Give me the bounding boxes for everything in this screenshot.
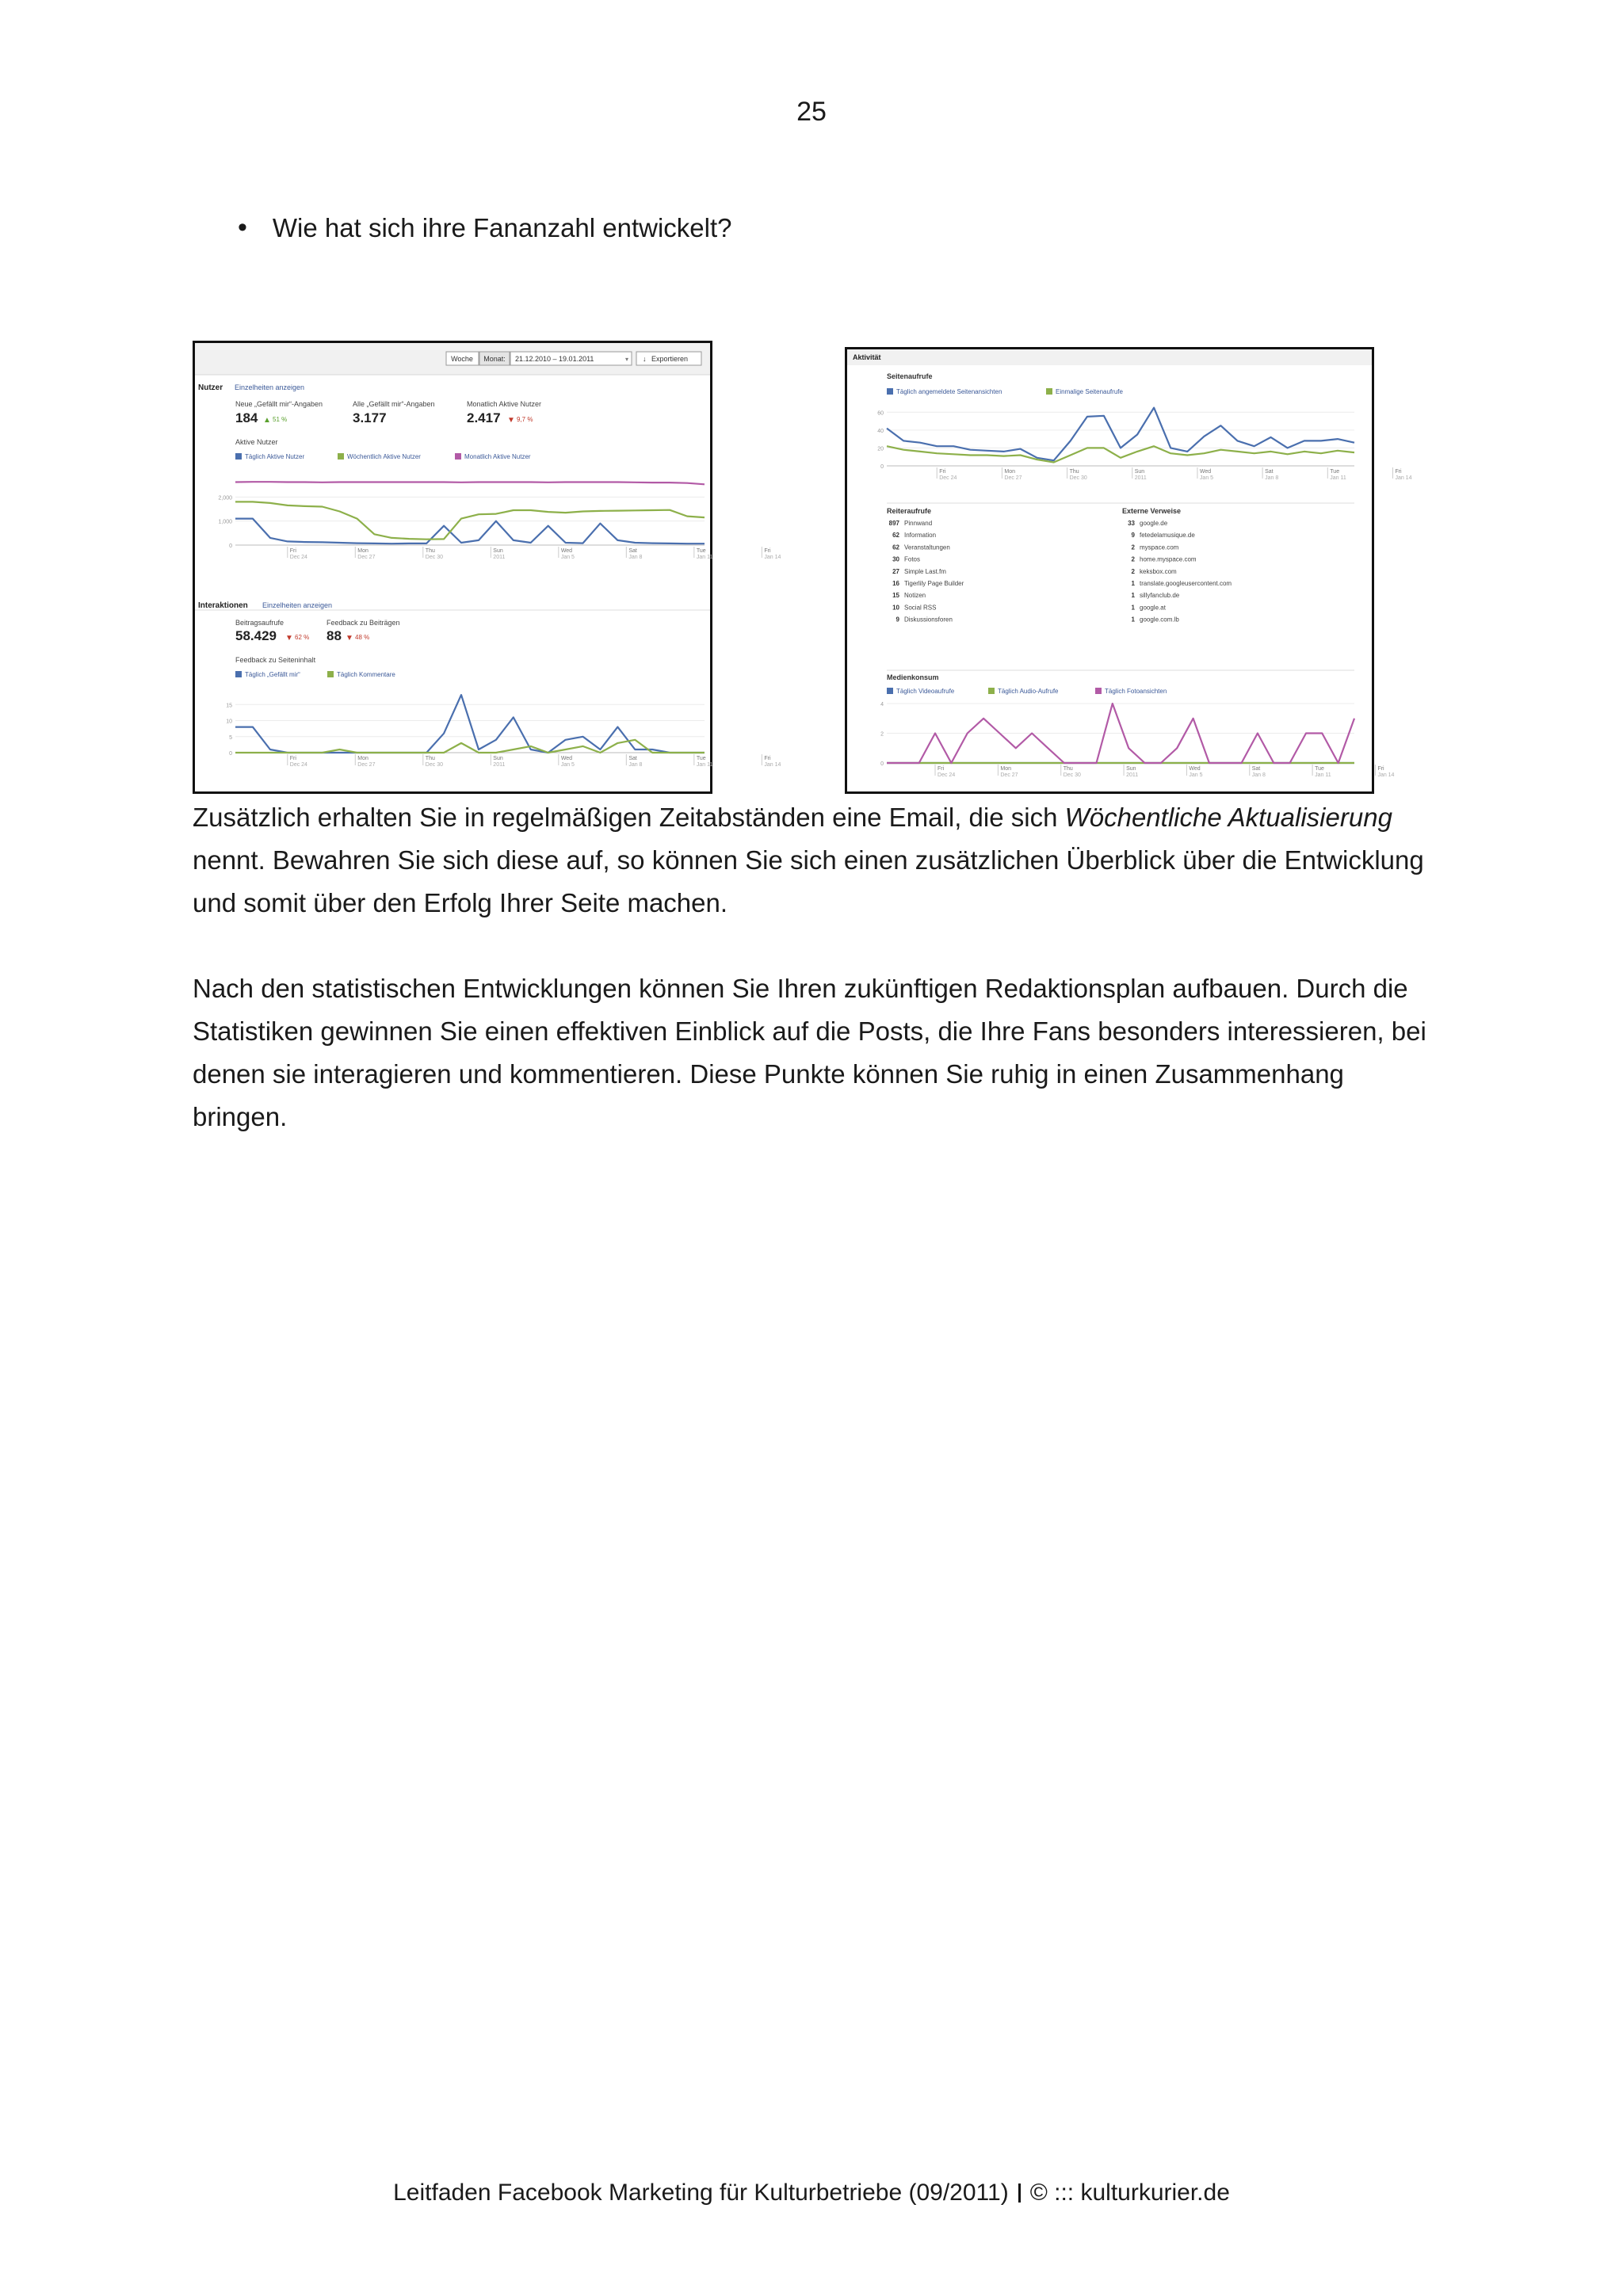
list-count: 27 [892,567,899,575]
stat-label: Beitragsaufrufe [235,619,285,627]
x-tick-date: Jan 11 [696,762,713,768]
stat-value: 3.177 [353,410,387,425]
x-tick-date: Dec 24 [939,475,957,481]
list-count: 2 [1131,543,1135,551]
x-tick-date: Jan 5 [1189,772,1203,778]
x-tick-date: Jan 14 [764,762,781,768]
list-name: Veranstaltungen [904,543,950,551]
checkbox-icon[interactable] [887,388,893,395]
legend-label: Täglich Audio-Aufrufe [998,688,1059,695]
x-tick-day: Mon [357,756,369,761]
x-tick-date: Dec 30 [1069,475,1087,481]
legend-label: Einmalige Seitenaufrufe [1056,388,1123,395]
x-tick-date: Jan 8 [628,555,643,560]
checkbox-icon[interactable] [1095,688,1102,694]
y-tick-label: 15 [226,703,232,709]
arrow-down-icon: ▼ [346,634,353,643]
checkbox-icon[interactable] [327,671,334,677]
list-name: Diskussionsforen [904,616,953,624]
download-icon: ↓ [643,355,647,363]
x-tick-date: Dec 27 [1004,475,1022,481]
x-tick-day: Sun [493,756,503,761]
page-views-title: Seitenaufrufe [887,372,933,380]
list-name: fetedelamusique.de [1140,532,1195,540]
x-tick-date: 2011 [1134,475,1147,481]
checkbox-icon[interactable] [235,453,242,460]
active-users-chart-title: Aktive Nutzer [235,438,278,446]
x-tick-day: Wed [560,548,573,554]
list-count: 897 [888,520,899,527]
list-name: google.com.lb [1140,616,1179,624]
list-name: sillyfanclub.de [1140,592,1180,600]
x-tick-day: Fri [1377,766,1384,772]
x-tick-date: Jan 8 [1251,772,1266,778]
list-count: 9 [1131,532,1135,540]
y-tick-label: 0 [229,751,232,757]
bullet-icon: • [238,212,247,242]
x-tick-day: Mon [357,548,369,554]
x-tick-day: Wed [1199,469,1212,475]
x-tick-date: Dec 27 [1000,772,1018,778]
x-tick-date: Dec 24 [289,555,307,560]
x-tick-date: 2011 [493,555,506,560]
tab-views-title: Reiteraufrufe [887,507,932,515]
stat-value: 2.417 [467,410,501,425]
list-count: 1 [1131,592,1135,600]
list-name: Notizen [904,592,926,600]
x-tick-date: Jan 14 [764,555,781,560]
insights-activity-svg [847,349,1412,791]
x-tick-day: Fri [289,756,296,761]
list-name: Social RSS [904,604,937,612]
x-tick-day: Fri [764,756,771,761]
y-tick-label: 1,000 [218,519,232,525]
x-tick-date: Dec 30 [1063,772,1081,778]
list-count: 1 [1131,616,1135,624]
list-name: Information [904,532,937,540]
activity-title: Aktivität [853,353,881,361]
x-tick-day: Thu [425,548,435,554]
checkbox-icon[interactable] [887,688,893,694]
paragraph-text: nennt. Bewahren Sie sich diese auf, so können Sie sich einen zusätzlichen Überblick über die Entwicklung und somit über den Erfolg Ihrer Seite machen. [193,845,1424,917]
list-count: 30 [892,555,899,563]
arrow-down-icon: ▼ [507,416,515,425]
x-tick-date: Dec 30 [425,555,443,560]
paragraph-weekly-update [193,796,1445,925]
list-name: Fotos [904,555,921,563]
list-count: 9 [896,616,899,624]
y-tick-label: 10 [226,719,232,725]
list-name: keksbox.com [1140,567,1177,575]
x-tick-day: Mon [1000,766,1012,772]
x-tick-date: Jan 11 [1315,772,1331,778]
list-count: 1 [1131,580,1135,587]
stat-change: 9,7 % [517,416,533,423]
stat-change: 51 % [273,416,288,423]
list-name: Pinnwand [904,520,933,527]
x-tick-date: Jan 8 [628,762,643,768]
paragraph-text: Zusätzlich erhalten Sie in regelmäßigen Zeitabständen eine Email, die sich [193,803,1065,832]
x-tick-date: 2011 [1126,772,1139,778]
month-button-label: Monat: [483,355,506,363]
list-count: 1 [1131,604,1135,612]
list-name: home.myspace.com [1140,555,1197,563]
legend-label: Wöchentlich Aktive Nutzer [347,453,421,460]
users-details-link[interactable]: Einzelheiten anzeigen [235,383,305,391]
x-tick-day: Sun [1134,469,1145,475]
stat-change: 48 % [355,634,370,641]
stat-change: 62 % [295,634,310,641]
y-tick-label: 2,000 [218,495,232,502]
list-name: Simple Last.fm [904,567,946,575]
x-tick-day: Fri [938,766,945,772]
list-count: 62 [892,543,899,551]
list-name: translate.googleusercontent.com [1140,580,1232,587]
y-tick-label: 5 [229,734,232,741]
date-range-value: 21.12.2010 – 19.01.2011 [515,355,594,363]
bullet-question: Wie hat sich ihre Fananzahl entwickelt? [272,212,732,242]
x-tick-day: Sat [628,548,637,554]
legend-label: Täglich Fotoansichten [1105,688,1167,695]
legend-label: Täglich angemeldete Seitenansichten [896,388,1002,395]
x-tick-day: Sat [1265,469,1274,475]
x-tick-date: 2011 [493,762,506,768]
arrow-up-icon: ▲ [263,416,271,425]
bullet-item [238,212,732,243]
checkbox-icon[interactable] [235,671,242,677]
list-name: google.de [1140,520,1168,527]
list-name: myspace.com [1140,543,1179,551]
x-tick-day: Tue [1315,766,1324,772]
x-tick-date: Jan 11 [696,555,713,560]
x-tick-day: Sat [628,756,637,761]
stat-label: Neue „Gefällt mir“-Angaben [235,400,323,408]
x-tick-day: Tue [1330,469,1340,475]
media-title: Medienkonsum [887,673,939,681]
page-number: 25 [796,97,827,127]
stat-label: Alle „Gefällt mir“-Angaben [353,400,435,408]
x-tick-day: Fri [939,469,946,475]
x-tick-date: Jan 5 [560,762,575,768]
checkbox-icon[interactable] [1046,388,1052,395]
list-count: 10 [892,604,899,612]
x-tick-day: Tue [696,756,706,761]
paragraph-editorial-plan: Nach den statistischen Entwicklungen können Sie Ihren zukünftigen Redaktionsplan aufbauen. Durch die Statistiken gewinnen Sie einen effektiven Einblick auf die Posts, die Ihre Fans besonders interessieren, bei denen sie interagieren und kommentieren. Diese Punkte können Sie ruhig in einen Zusammenhang bringen. [193,974,1426,1131]
stat-value: 58.429 [235,628,277,643]
x-tick-day: Sun [493,548,503,554]
x-tick-day: Tue [696,548,706,554]
x-tick-date: Jan 5 [1199,475,1214,481]
users-section-title: Nutzer [198,383,223,392]
list-count: 2 [1131,555,1135,563]
page-footer [0,2180,1623,2206]
list-name: google.at [1140,604,1166,612]
stat-label: Monatlich Aktive Nutzer [467,400,542,408]
list-count: 62 [892,532,899,540]
checkbox-icon[interactable] [455,453,461,460]
x-tick-date: Dec 27 [357,555,376,560]
list-count: 15 [892,592,899,600]
x-tick-date: Jan 5 [560,555,575,560]
legend-label: Täglich Kommentare [337,671,395,678]
stat-value: 88 [327,628,342,643]
y-tick-label: 40 [877,428,884,434]
footer-title: Leitfaden Facebook Marketing für Kulturbetriebe (09/2011) [393,2180,1009,2206]
x-tick-date: Jan 14 [1395,475,1412,481]
x-tick-date: Jan 8 [1265,475,1279,481]
checkbox-icon[interactable] [988,688,995,694]
arrow-down-icon: ▼ [285,634,293,643]
feedback-chart-title: Feedback zu Seiteninhalt [235,656,316,664]
x-tick-day: Sat [1251,766,1261,772]
y-tick-label: 2 [880,731,884,738]
x-tick-date: Dec 27 [357,762,376,768]
stat-value: 184 [235,410,258,425]
y-tick-label: 20 [877,446,884,452]
y-tick-label: 0 [880,761,884,767]
week-button-label: Woche [451,355,473,363]
x-tick-date: Dec 30 [425,762,443,768]
x-tick-day: Mon [1004,469,1016,475]
x-tick-date: Jan 14 [1377,772,1395,778]
x-tick-day: Wed [560,756,573,761]
x-tick-date: Dec 24 [289,762,307,768]
checkbox-icon[interactable] [338,453,344,460]
export-button-label: Exportieren [651,355,689,363]
footer-separator [1018,2183,1021,2203]
chevron-down-icon: ▾ [625,356,629,363]
insights-screenshot-users [193,341,781,794]
interactions-section-title: Interaktionen [198,601,248,610]
y-tick-label: 0 [880,464,884,470]
x-tick-day: Thu [1069,469,1079,475]
stat-label: Feedback zu Beiträgen [327,619,400,627]
insights-screenshot-activity [845,347,1412,794]
legend-label: Monatlich Aktive Nutzer [464,453,531,460]
x-tick-day: Thu [425,756,435,761]
x-tick-day: Sun [1126,766,1136,772]
legend-label: Täglich Aktive Nutzer [245,453,305,460]
x-tick-date: Dec 24 [938,772,956,778]
footer-copyright: © ::: kulturkurier.de [1029,2180,1230,2206]
y-tick-label: 4 [880,702,884,707]
x-tick-day: Wed [1189,766,1201,772]
insights-users-svg [195,343,781,791]
x-tick-day: Fri [764,548,771,554]
y-tick-label: 60 [877,410,884,417]
paragraph-emphasis: Wöchentliche Aktualisierung [1064,803,1392,832]
y-tick-label: 0 [229,543,232,549]
x-tick-day: Fri [289,548,296,554]
list-count: 16 [892,580,899,587]
legend-label: Täglich „Gefällt mir“ [245,671,300,678]
list-count: 2 [1131,567,1135,575]
x-tick-day: Thu [1063,766,1073,772]
list-name: Tigerlily Page Builder [904,580,964,587]
legend-label: Täglich Videoaufrufe [896,688,955,695]
external-referrers-title: Externe Verweise [1122,507,1182,515]
x-tick-day: Fri [1395,469,1402,475]
list-count: 33 [1128,520,1135,527]
interactions-details-link[interactable]: Einzelheiten anzeigen [262,601,333,609]
x-tick-date: Jan 11 [1330,475,1346,481]
